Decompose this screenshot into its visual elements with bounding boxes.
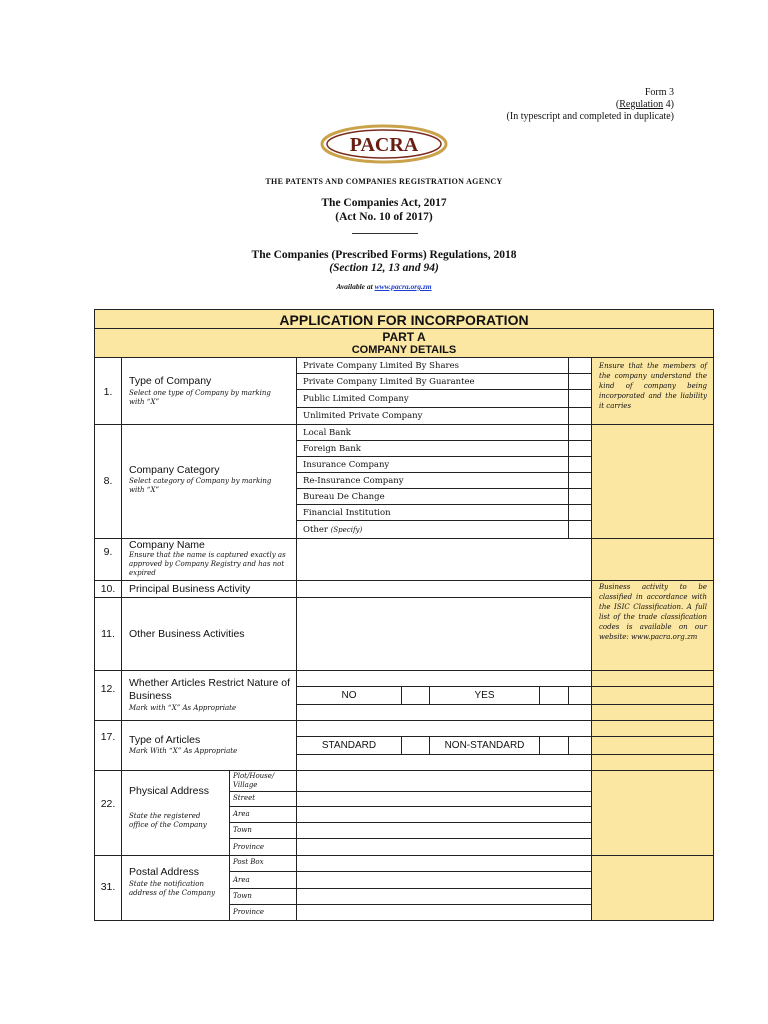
town-input[interactable]: [296, 822, 592, 839]
no-mark-box[interactable]: [401, 686, 430, 705]
other-label: Other: [303, 525, 331, 535]
business-activity-note: Business activity to be classified in accordance with the ISIC Classification. A full list of the trade classification codes is available on our website: www.pacra.org.zm: [599, 583, 707, 641]
row-number: 22.: [100, 798, 116, 810]
no-option-cell: [296, 686, 402, 705]
row-number: 9.: [103, 546, 113, 558]
address-field-label-cell: [229, 855, 297, 872]
mark-box[interactable]: [568, 357, 592, 374]
note-cell: [591, 670, 714, 687]
type-of-company-label-cell: [121, 357, 297, 425]
mark-box[interactable]: [568, 389, 592, 408]
address-field-label-cell: [229, 770, 297, 792]
other-activities-label-cell: [121, 597, 297, 671]
type-of-articles-label: Type of Articles: [129, 734, 201, 746]
spacer-cell: [296, 720, 592, 737]
row-number-cell: [94, 597, 122, 671]
yes-option-cell: [429, 686, 540, 705]
type-of-company-hint: Select one type of Company by marking with “X”: [129, 389, 271, 406]
no-option-label: NO: [341, 690, 357, 701]
other-hint: (Specify): [330, 526, 363, 534]
principal-activity-label-cell: [121, 580, 297, 598]
standard-mark-box[interactable]: [401, 736, 430, 755]
address-field-label: Area: [233, 810, 250, 818]
row-number: 11.: [101, 628, 115, 640]
address-field-label: Plot/House/ Village: [233, 772, 275, 789]
note-cell: [591, 736, 714, 755]
physical-address-label: Physical Address: [129, 785, 209, 797]
spacer-cell: [296, 670, 592, 687]
option-cell: [296, 373, 569, 390]
option-cell: [296, 472, 569, 489]
note-cell: [591, 704, 714, 721]
regulation-link[interactable]: Regulation: [619, 99, 664, 110]
row-number-cell: [94, 424, 122, 539]
standard-option-cell: [296, 736, 402, 755]
note-cell: [591, 770, 714, 856]
option-cell: [296, 407, 569, 425]
address-field-label-cell: [229, 904, 297, 921]
articles-restrict-hint: Mark with “X” As Appropriate: [129, 704, 237, 712]
type-of-articles-hint: Mark With “X” As Appropriate: [129, 747, 238, 755]
spacer-cell: [568, 736, 592, 755]
yes-option-label: YES: [474, 690, 495, 701]
company-name-hint: Ensure that the name is captured exactly as approved by Company Registry and has not expired: [129, 551, 286, 577]
post-box-input[interactable]: [296, 855, 592, 872]
postal-address-label: Postal Address: [129, 866, 200, 878]
business-activity-note-cell: [591, 580, 714, 671]
option-label: Unlimited Private Company: [303, 411, 423, 421]
option-label: Financial Institution: [303, 508, 391, 518]
non-standard-mark-box[interactable]: [539, 736, 569, 755]
mark-box[interactable]: [568, 440, 592, 457]
option-cell: [296, 357, 569, 374]
option-label: Re-Insurance Company: [303, 476, 404, 486]
postal-town-input[interactable]: [296, 888, 592, 905]
address-field-label: Town: [233, 826, 252, 834]
address-field-label-cell: [229, 838, 297, 856]
articles-restrict-label-cell: [121, 670, 297, 721]
row-number: 10.: [100, 583, 116, 595]
mark-box[interactable]: [568, 472, 592, 489]
principal-activity-input[interactable]: [296, 580, 592, 598]
mark-box[interactable]: [568, 520, 592, 539]
option-label: Foreign Bank: [303, 444, 361, 454]
row-number-cell: [94, 357, 122, 425]
company-category-hint: Select category of Company by marking with “X”: [129, 477, 272, 494]
row-number-cell: [94, 770, 122, 856]
row-number: 1.: [103, 386, 113, 398]
option-label: Private Company Limited By Shares: [303, 361, 459, 371]
standard-option-label: STANDARD: [321, 740, 377, 751]
yes-mark-box[interactable]: [539, 686, 569, 705]
act-title: The Companies Act, 2017: [321, 197, 447, 209]
plot-input[interactable]: [296, 770, 592, 792]
company-type-note-cell: [591, 357, 714, 425]
physical-address-hint: State the registered office of the Company: [129, 812, 207, 829]
spacer-cell: [296, 754, 592, 771]
principal-activity-label: Principal Business Activity: [129, 583, 251, 595]
note-cell: [591, 424, 714, 539]
type-of-articles-label-cell: [121, 720, 297, 771]
website-link[interactable]: www.pacra.org.zm: [374, 282, 432, 291]
spacer-cell: [568, 686, 592, 705]
mark-box[interactable]: [568, 407, 592, 425]
regulations-sections: (Section 12, 13 and 94): [329, 262, 439, 274]
mark-box[interactable]: [568, 488, 592, 505]
row-number: 31.: [100, 881, 116, 893]
row-number-cell: [94, 670, 122, 721]
postal-address-hint: State the notification address of the Company: [129, 880, 216, 897]
note-cell: [591, 686, 714, 705]
agency-name: THE PATENTS AND COMPANIES REGISTRATION AGENCY: [265, 177, 503, 186]
mark-box[interactable]: [568, 456, 592, 473]
form-number: Form 3: [644, 87, 674, 98]
postal-address-label-cell: [121, 855, 230, 921]
option-cell: [296, 504, 569, 521]
mark-box[interactable]: [568, 373, 592, 390]
regulations-title: The Companies (Prescribed Forms) Regulations, 2018: [251, 249, 517, 261]
option-cell: [296, 424, 569, 441]
articles-restrict-label: Whether Articles Restrict Nature of Business: [129, 677, 291, 702]
form-title: APPLICATION FOR INCORPORATION: [279, 312, 529, 328]
type-of-company-label: Type of Company: [129, 375, 212, 387]
address-field-label: Town: [233, 892, 252, 900]
logo-wordmark: PACRA: [349, 134, 419, 156]
company-category-label: Company Category: [129, 464, 220, 476]
option-label: Private Company Limited By Guarantee: [303, 377, 475, 387]
non-standard-option-cell: [429, 736, 540, 755]
completion-instruction: (In typescript and completed in duplicate): [506, 111, 674, 122]
postal-area-input[interactable]: [296, 871, 592, 889]
available-text: Available at: [336, 282, 375, 291]
other-activities-label: Other Business Activities: [129, 628, 245, 640]
province-input[interactable]: [296, 838, 592, 856]
non-standard-option-label: NON-STANDARD: [444, 740, 525, 751]
option-cell: [296, 440, 569, 457]
area-input[interactable]: [296, 806, 592, 823]
company-category-label-cell: [121, 424, 297, 539]
note-cell: [591, 855, 714, 921]
address-field-label-cell: [229, 806, 297, 823]
other-option: [303, 525, 362, 535]
company-name-input[interactable]: [296, 538, 592, 581]
address-field-label: Street: [233, 794, 256, 802]
address-field-label-cell: [229, 822, 297, 839]
note-cell: [591, 754, 714, 771]
act-number: (Act No. 10 of 2017): [335, 211, 433, 223]
option-label: Public Limited Company: [303, 394, 409, 404]
form-title-cell: [94, 309, 714, 329]
row-number-cell: [94, 538, 122, 581]
physical-address-label-cell: [121, 770, 230, 856]
company-type-note: Ensure that the members of the company understand the kind of company being incorporated and the liability it carries: [599, 362, 707, 410]
company-name-label-cell: [121, 538, 297, 581]
row-number: 8.: [103, 475, 113, 487]
note-cell: [591, 538, 714, 581]
address-field-label-cell: [229, 888, 297, 905]
note-cell: [591, 720, 714, 737]
option-label: Insurance Company: [303, 460, 390, 470]
option-label: Bureau De Change: [303, 492, 385, 502]
row-number: 17.: [100, 731, 116, 743]
row-number: 12.: [100, 683, 116, 695]
address-field-label: Area: [233, 876, 250, 884]
company-name-label: Company Name: [129, 539, 205, 551]
part-header-cell: [94, 328, 714, 358]
spacer-cell: [296, 704, 592, 721]
option-label: Local Bank: [303, 428, 351, 438]
address-field-label: Province: [233, 908, 265, 916]
option-cell: [296, 389, 569, 408]
section-label: COMPANY DETAILS: [351, 344, 457, 356]
mark-box[interactable]: [568, 504, 592, 521]
address-field-label: Province: [233, 843, 265, 851]
option-cell: [296, 520, 569, 539]
option-cell: [296, 456, 569, 473]
other-activities-input[interactable]: [296, 597, 592, 671]
row-number-cell: [94, 855, 122, 921]
address-field-label-cell: [229, 871, 297, 889]
option-cell: [296, 488, 569, 505]
regulation-open: (: [615, 99, 620, 110]
row-number-cell: [94, 580, 122, 598]
address-field-label-cell: [229, 791, 297, 807]
regulation-number: 4): [663, 99, 674, 110]
postal-province-input[interactable]: [296, 904, 592, 921]
part-label: PART A: [382, 330, 426, 344]
address-field-label: Post Box: [233, 858, 264, 866]
mark-box[interactable]: [568, 424, 592, 441]
street-input[interactable]: [296, 791, 592, 807]
row-number-cell: [94, 720, 122, 771]
